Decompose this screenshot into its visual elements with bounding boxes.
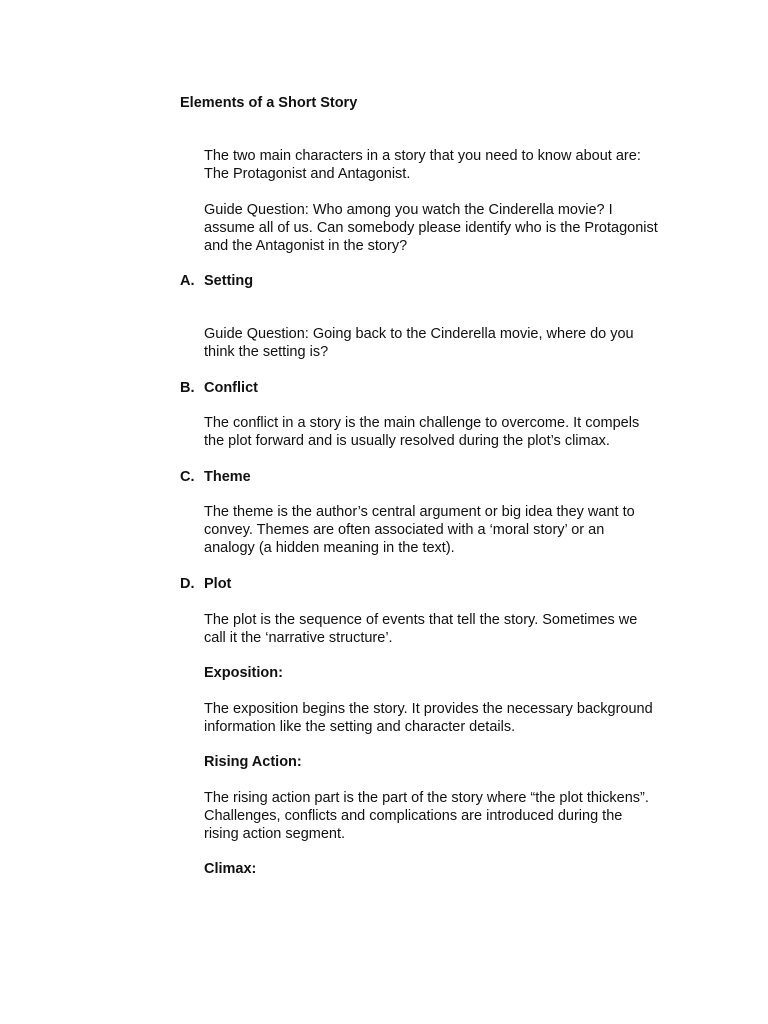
section-a-letter: A. [180, 273, 195, 289]
section-c-line-3: analogy (a hidden meaning in the text). [204, 540, 455, 556]
exposition-heading: Exposition: [204, 665, 283, 681]
rising-action-heading: Rising Action: [204, 754, 302, 770]
section-d-line-2: call it the ‘narrative structure’. [204, 630, 393, 646]
rising-action-line-3: rising action segment. [204, 826, 346, 842]
document-title: Elements of a Short Story [180, 95, 358, 111]
guide-question-line-1: Guide Question: Who among you watch the Cinderella movie? I [204, 202, 613, 218]
exposition-line-2: information like the setting and character details. [204, 719, 516, 735]
guide-question-line-3: and the Antagonist in the story? [204, 238, 408, 254]
section-d-heading: Plot [204, 576, 232, 592]
exposition-line-1: The exposition begins the story. It provides the necessary background [204, 701, 653, 717]
climax-heading: Climax: [204, 861, 257, 877]
section-d-line-1: The plot is the sequence of events that tell the story. Sometimes we [204, 612, 638, 628]
section-b-line-1: The conflict in a story is the main challenge to overcome. It compels [204, 415, 640, 431]
section-c-line-2: convey. Themes are often associated with a ‘moral story’ or an [204, 522, 605, 538]
intro-line-1: The two main characters in a story that you need to know about are: [204, 148, 641, 164]
rising-action-line-1: The rising action part is the part of the story where “the plot thickens”. [204, 790, 649, 806]
intro-line-2: The Protagonist and Antagonist. [204, 166, 411, 182]
guide-question-line-2: assume all of us. Can somebody please identify who is the Protagonist [204, 220, 658, 236]
section-a-line-1: Guide Question: Going back to the Cinderella movie, where do you [204, 326, 634, 342]
section-a-heading: Setting [204, 273, 254, 289]
section-c-letter: C. [180, 469, 195, 485]
section-a-line-2: think the setting is? [204, 344, 329, 360]
section-b-line-2: the plot forward and is usually resolved during the plot’s climax. [204, 433, 610, 449]
section-b-letter: B. [180, 380, 195, 396]
section-c-heading: Theme [204, 469, 251, 485]
section-b-heading: Conflict [204, 380, 258, 396]
section-c-line-1: The theme is the author’s central argument or big idea they want to [204, 504, 635, 520]
rising-action-line-2: Challenges, conflicts and complications are introduced during the [204, 808, 623, 824]
section-d-letter: D. [180, 576, 195, 592]
